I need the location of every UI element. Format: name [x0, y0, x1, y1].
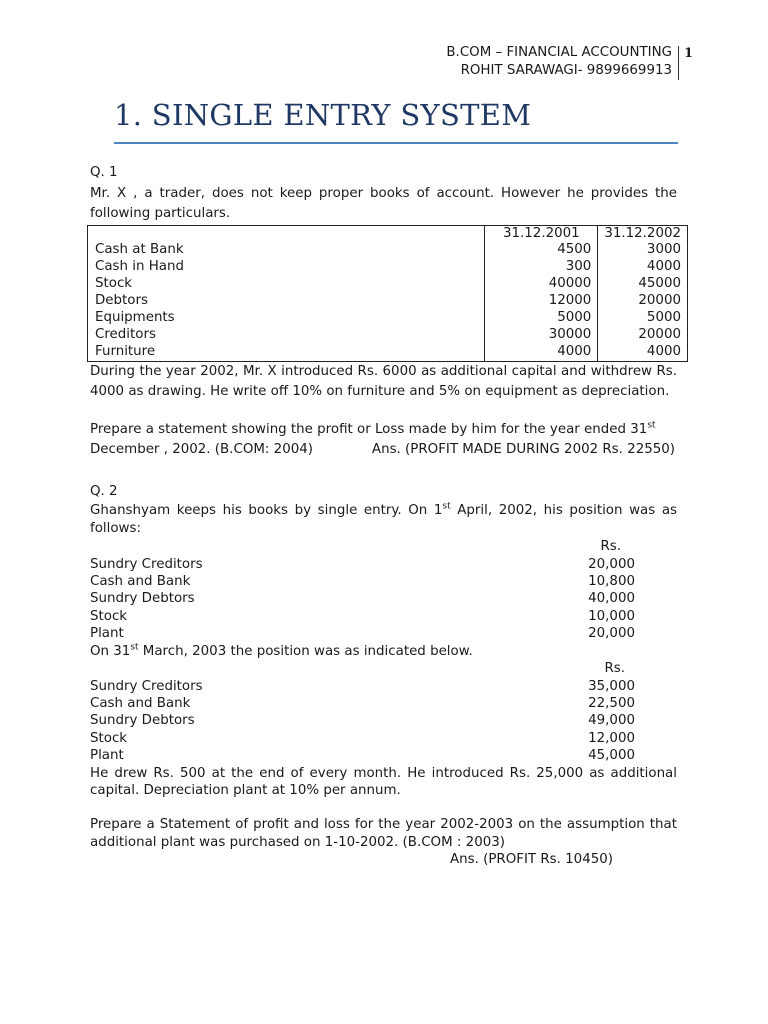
q2-intro-sup: st: [442, 501, 451, 512]
table-row: [88, 293, 688, 310]
item-name: Plant: [90, 626, 124, 642]
list-item: [90, 556, 677, 573]
row-label: Debtors: [95, 293, 148, 309]
value-2002: 4000: [598, 259, 688, 276]
item-name: Plant: [90, 748, 124, 764]
table-header-row: [88, 225, 688, 242]
value-2002: 45000: [598, 276, 688, 293]
q2-intro-tail: April, 2002, his position was as follows:: [90, 503, 677, 537]
header-divider: [678, 46, 679, 80]
item-amount: 22,500: [588, 695, 635, 711]
value-2002: 20000: [598, 293, 688, 310]
position-list-2002: [90, 556, 677, 643]
q1-para2-text: Prepare a statement showing the profit or Loss made by him for the year ended 31: [90, 421, 648, 437]
q2-mid-text: On 31: [90, 643, 131, 659]
value-2002: 5000: [598, 310, 688, 327]
item-amount: 10,800: [588, 574, 635, 590]
item-amount: 20,000: [588, 626, 635, 642]
q1-answer: Ans. (PROFIT MADE DURING 2002 Rs. 22550): [371, 442, 675, 458]
page-header: [372, 44, 672, 80]
table-row: [88, 327, 688, 344]
q2-mid-sup: st: [130, 642, 139, 653]
q2-mid-tail: March, 2003 the position was as indicated below.: [138, 643, 473, 659]
item-name: Cash and Bank: [90, 695, 191, 711]
list-item: [90, 608, 677, 625]
value-2002: 4000: [598, 344, 688, 361]
item-amount: 10,000: [588, 608, 635, 624]
row-label: Creditors: [95, 326, 156, 342]
q1-para2-sup: st: [647, 420, 656, 431]
title-underline: [114, 142, 678, 144]
item-amount: 20,000: [588, 556, 635, 572]
header-course: B.COM – FINANCIAL ACCOUNTING: [446, 45, 672, 60]
table-row: [88, 310, 688, 327]
list-item: [90, 712, 677, 729]
list-item: [90, 590, 677, 607]
item-name: Sundry Debtors: [90, 713, 195, 729]
q1-balance-table: [87, 225, 688, 362]
q1-paragraph-2: [90, 420, 677, 441]
value-2001: 12000: [485, 293, 598, 310]
table-row: [88, 344, 688, 361]
chapter-title: 1. SINGLE ENTRY SYSTEM: [114, 98, 532, 132]
q1-para2-tail: December , 2002. (B.COM: 2004): [90, 442, 313, 458]
position-list-2003: [90, 678, 677, 765]
q2-mid-line: [90, 643, 677, 660]
q2-paragraph-2: Prepare a Statement of profit and loss for the year 2002-2003 on the assumption that additional plant was purchased on 1-10-2002. (B.COM : 2003): [90, 817, 677, 850]
table-header-2001: 31.12.2001: [485, 225, 598, 242]
row-label: Cash at Bank: [95, 242, 184, 258]
rs-label-2003: Rs.: [604, 661, 625, 677]
row-label: Equipments: [95, 310, 175, 326]
value-2001: 5000: [485, 310, 598, 327]
page-number: 1: [684, 46, 694, 61]
item-name: Cash and Bank: [90, 574, 191, 590]
table-row: [88, 259, 688, 276]
row-label: Cash in Hand: [95, 259, 185, 275]
value-2002: 3000: [598, 242, 688, 259]
item-amount: 45,000: [588, 748, 635, 764]
page-content: [90, 163, 681, 869]
value-2001: 4500: [485, 242, 598, 259]
value-2001: 4000: [485, 344, 598, 361]
list-item: [90, 625, 677, 642]
list-item: [90, 695, 677, 712]
value-2001: 300: [485, 259, 598, 276]
item-amount: 49,000: [588, 713, 635, 729]
row-label: Furniture: [95, 343, 156, 359]
item-name: Sundry Creditors: [90, 556, 203, 572]
item-name: Stock: [90, 608, 128, 624]
q1-paragraph-1: During the year 2002, Mr. X introduced Rs. 6000 as additional capital and withdrew Rs. 4000 as drawing. He write off 10% on furniture and 5% on equipment as depreciation.: [90, 363, 677, 400]
q1-label: Q. 1: [90, 165, 118, 180]
table-header-blank: [88, 225, 485, 242]
q1-intro: Mr. X , a trader, does not keep proper books of account. However he provides the following particulars.: [90, 185, 677, 221]
q2-intro: [90, 502, 677, 538]
value-2002: 20000: [598, 327, 688, 344]
q2-answer: Ans. (PROFIT Rs. 10450): [450, 852, 613, 868]
list-item: [90, 678, 677, 695]
item-name: Stock: [90, 730, 128, 746]
item-amount: 12,000: [588, 730, 635, 746]
q2-label: Q. 2: [90, 483, 118, 499]
q2-intro-text: Ghanshyam keeps his books by single entry. On 1: [90, 503, 443, 519]
list-item: [90, 730, 677, 747]
row-label: Stock: [95, 276, 133, 292]
q2-paragraph-1: He drew Rs. 500 at the end of every month. He introduced Rs. 25,000 as additional capital. Depreciation plant at 10% per annum.: [90, 765, 677, 798]
rs-label-2002: Rs.: [600, 539, 621, 555]
table-header-2002: 31.12.2002: [598, 225, 688, 242]
q1-answer-line: [90, 440, 677, 461]
item-amount: 35,000: [588, 678, 635, 694]
item-amount: 40,000: [588, 591, 635, 607]
list-item: [90, 747, 677, 764]
header-author: ROHIT SARAWAGI- 9899669913: [460, 63, 672, 78]
item-name: Sundry Debtors: [90, 591, 195, 607]
item-name: Sundry Creditors: [90, 678, 203, 694]
table-row: [88, 276, 688, 293]
list-item: [90, 573, 677, 590]
value-2001: 40000: [485, 276, 598, 293]
value-2001: 30000: [485, 327, 598, 344]
table-row: [88, 242, 688, 259]
